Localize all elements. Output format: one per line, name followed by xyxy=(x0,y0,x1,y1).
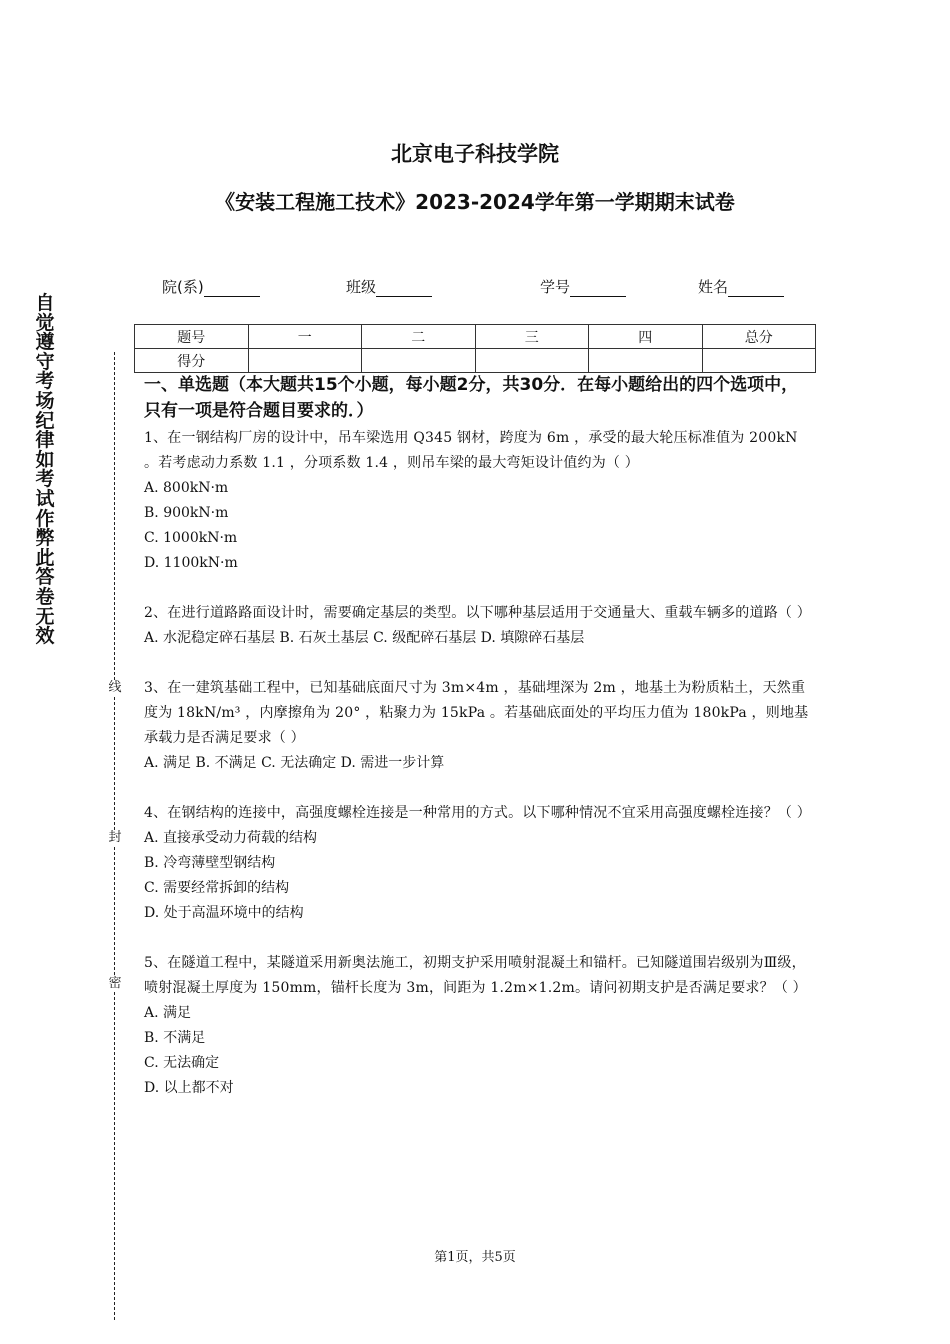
question-text: 3、在一建筑基础工程中，已知基础底面尺寸为 3m×4m ，基础埋深为 2m ，地基土为粉质粘土，天然重度为 18kN/m³ ，内摩擦角为 20° ，粘聚力为 15kPa 。若基础底面处的平均压力值为 180kPa ，则地基承载力是否满足要求（ ） xyxy=(144,680,809,746)
score-cell[interactable] xyxy=(589,349,703,373)
question-text: 4、在钢结构的连接中，高强度螺栓连接是一种常用的方式。以下哪种情况不宜采用高强度螺栓连接？（ ） xyxy=(144,805,811,821)
option[interactable]: B. 不满足 xyxy=(144,1030,206,1046)
exam-title: 《安装工程施工技术》2023-2024学年第一学期期末试卷 xyxy=(215,190,735,214)
question xyxy=(144,426,814,576)
exam-content xyxy=(144,372,814,1101)
score-header-cell: 二 xyxy=(362,325,476,349)
student-id-label: 学号 xyxy=(540,278,571,296)
question xyxy=(144,951,814,1101)
option[interactable]: A. 满足 B. 不满足 C. 无法确定 D. 需进一步计算 xyxy=(144,755,445,771)
option[interactable]: C. 需要经常拆卸的结构 xyxy=(144,880,290,896)
score-cell[interactable] xyxy=(702,349,816,373)
option[interactable]: C. 1000kN·m xyxy=(144,530,238,546)
score-table-score-row xyxy=(135,349,816,373)
dept-field xyxy=(162,276,260,297)
seal-mark-secret: 密 xyxy=(106,976,124,992)
option[interactable]: B. 900kN·m xyxy=(144,505,229,521)
section-title: 一、单选题（本大题共15个小题，每小题2分，共30分．在每小题给出的四个选项中，只有一项是符合题目要求的．） xyxy=(144,375,799,421)
class-label: 班级 xyxy=(346,278,377,296)
score-table-header-row xyxy=(135,325,816,349)
option[interactable]: A. 水泥稳定碎石基层 B. 石灰土基层 C. 级配碎石基层 D. 填隙碎石基层 xyxy=(144,630,585,646)
name-label: 姓名 xyxy=(698,278,729,296)
option[interactable]: C. 无法确定 xyxy=(144,1055,220,1071)
student-id-blank xyxy=(570,282,626,297)
score-row-label: 得分 xyxy=(135,349,249,373)
score-cell[interactable] xyxy=(362,349,476,373)
question xyxy=(144,801,814,926)
option[interactable]: A. 800kN·m xyxy=(144,480,229,496)
question-text: 1、在一钢结构厂房的设计中，吊车梁选用 Q345 钢材，跨度为 6m ，承受的最大轮压标准值为 200kN 。若考虑动力系数 1.1 ，分项系数 1.4 ，则吊车梁的最大弯矩设计值约为（ ） xyxy=(144,430,798,471)
option[interactable]: B. 冷弯薄壁型钢结构 xyxy=(144,855,276,871)
question-text: 5、在隧道工程中，某隧道采用新奥法施工，初期支护采用喷射混凝土和锚杆。已知隧道围岩级别为Ⅲ级，喷射混凝土厚度为 150mm，锚杆长度为 3m，间距为 1.2m×1.2m。请问初期支护是否满足要求？（ ） xyxy=(144,955,807,996)
score-header-cell: 一 xyxy=(248,325,362,349)
dept-blank xyxy=(204,282,260,297)
option[interactable]: A. 满足 xyxy=(144,1005,192,1021)
school-name: 北京电子科技学院 xyxy=(391,142,559,166)
seal-mark-seal: 封 xyxy=(106,830,124,846)
score-header-cell: 三 xyxy=(475,325,589,349)
option[interactable]: D. 处于高温环境中的结构 xyxy=(144,905,304,921)
name-blank xyxy=(728,282,784,297)
score-header-cell: 题号 xyxy=(135,325,249,349)
student-id-field xyxy=(540,276,626,297)
dept-label: 院(系) xyxy=(162,278,204,296)
option[interactable]: A. 直接承受动力荷载的结构 xyxy=(144,830,318,846)
seal-mark-line: 线 xyxy=(106,680,124,696)
class-blank xyxy=(376,282,432,297)
score-cell[interactable] xyxy=(475,349,589,373)
score-header-cell: 四 xyxy=(589,325,703,349)
question xyxy=(144,601,814,651)
option[interactable]: D. 1100kN·m xyxy=(144,555,238,571)
score-cell[interactable] xyxy=(248,349,362,373)
name-field xyxy=(698,276,784,297)
question-text: 2、在进行道路路面设计时，需要确定基层的类型。以下哪种基层适用于交通量大、重载车辆多的道路（ ） xyxy=(144,605,811,621)
exam-discipline-notice: 自觉遵守考场纪律如考试作弊此答卷无效 xyxy=(35,292,55,648)
class-field xyxy=(346,276,432,297)
score-table xyxy=(134,324,816,373)
page-number: 第1页，共5页 xyxy=(434,1250,516,1265)
option[interactable]: D. 以上都不对 xyxy=(144,1080,234,1096)
score-header-cell: 总分 xyxy=(702,325,816,349)
question xyxy=(144,676,814,776)
